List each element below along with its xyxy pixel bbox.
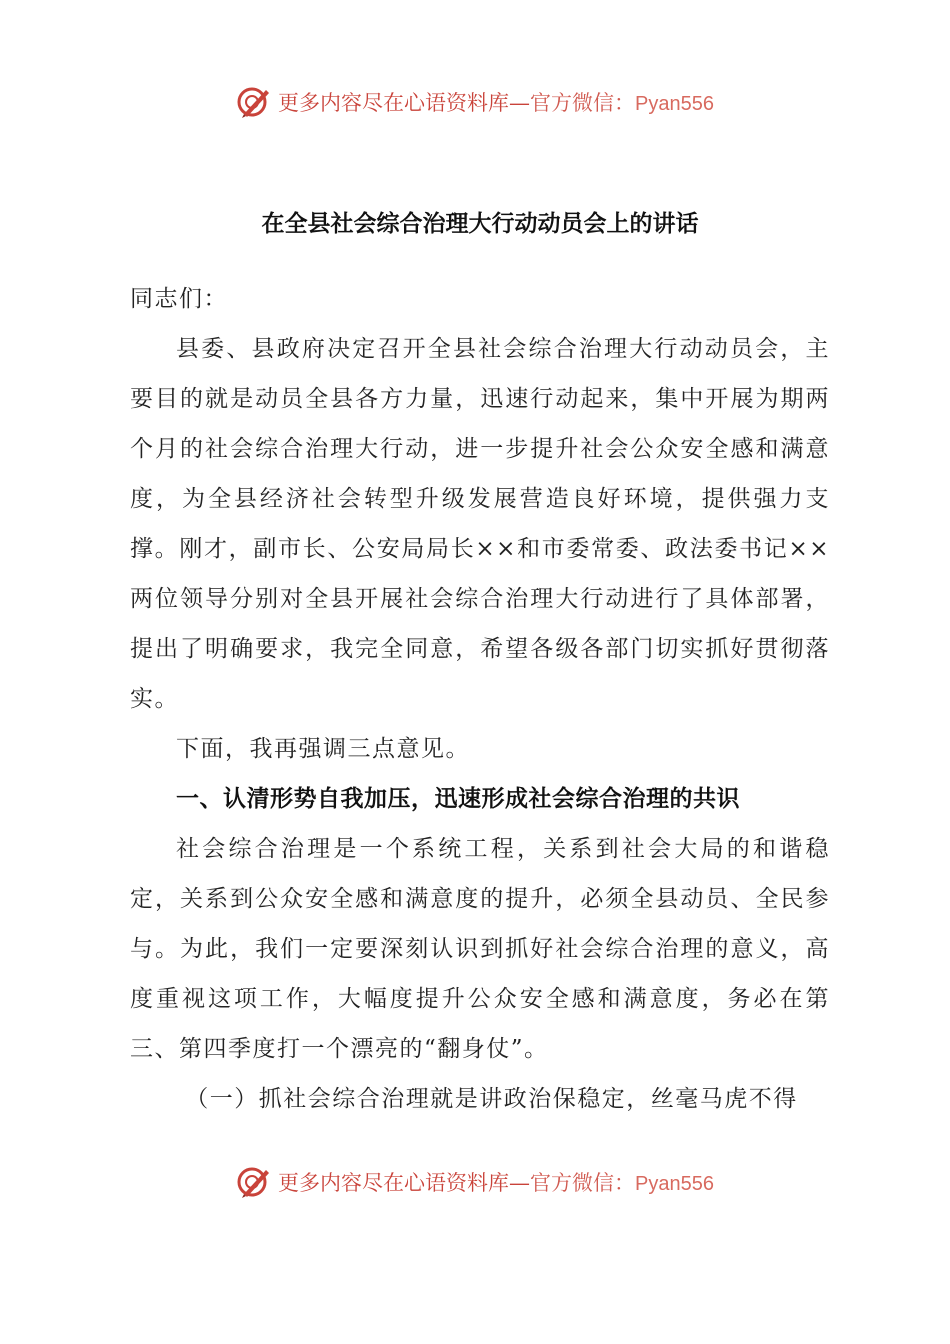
paragraph-intro: 县委、县政府决定召开全县社会综合治理大行动动员会，主要目的就是动员全县各方力量，迅速行动起来，集中开展为期两个月的社会综合治理大行动，进一步提升社会公众安全感和满意度，为全县经济社会转型升级发展营造良好环境，提供强力支撑。刚才，副市长、公安局局长××和市委常委、政法委书记××两位领导分别对全县开展社会综合治理大行动进行了具体部署，提出了明确要求，我完全同意，希望各级各部门切实抓好贯彻落实。 [130, 336, 830, 712]
official-wechat-label: 官方微信： [530, 1171, 636, 1195]
header-watermark-banner [0, 82, 950, 122]
pen-logo-icon [236, 84, 272, 120]
banner-text [278, 87, 714, 117]
salutation: 同志们： [130, 286, 228, 312]
pen-logo-icon [236, 1164, 272, 1200]
document-body [130, 200, 830, 1124]
section-heading: 一、认清形势自我加压，迅速形成社会综合治理的共识 [176, 785, 740, 812]
paragraph-transition: 下面，我再强调三点意见。 [176, 736, 470, 762]
library-text: 更多内容尽在心语资料库 [278, 1171, 510, 1195]
banner-text [278, 1167, 714, 1197]
wechat-id: Pyan556 [635, 93, 714, 115]
official-wechat-label: 官方微信： [530, 91, 636, 115]
banner-separator: — [509, 1171, 531, 1195]
section-paragraph: 社会综合治理是一个系统工程，关系到社会大局的和谐稳定，关系到公众安全感和满意度的提升，必须全县动员、全民参与。为此，我们一定要深刻认识到抓好社会综合治理的意义，高度重视这项工作，大幅度提升公众安全感和满意度，务必在第三、第四季度打一个漂亮的“翻身仗”。 [130, 836, 830, 1062]
library-text: 更多内容尽在心语资料库 [278, 91, 510, 115]
banner-separator: — [509, 91, 531, 115]
document-title: 在全县社会综合治理大行动动员会上的讲话 [261, 210, 699, 237]
wechat-id: Pyan556 [635, 1173, 714, 1195]
footer-watermark-banner [0, 1162, 950, 1202]
subsection-heading: （一）抓社会综合治理就是讲政治保稳定，丝毫马虎不得 [185, 1086, 798, 1112]
